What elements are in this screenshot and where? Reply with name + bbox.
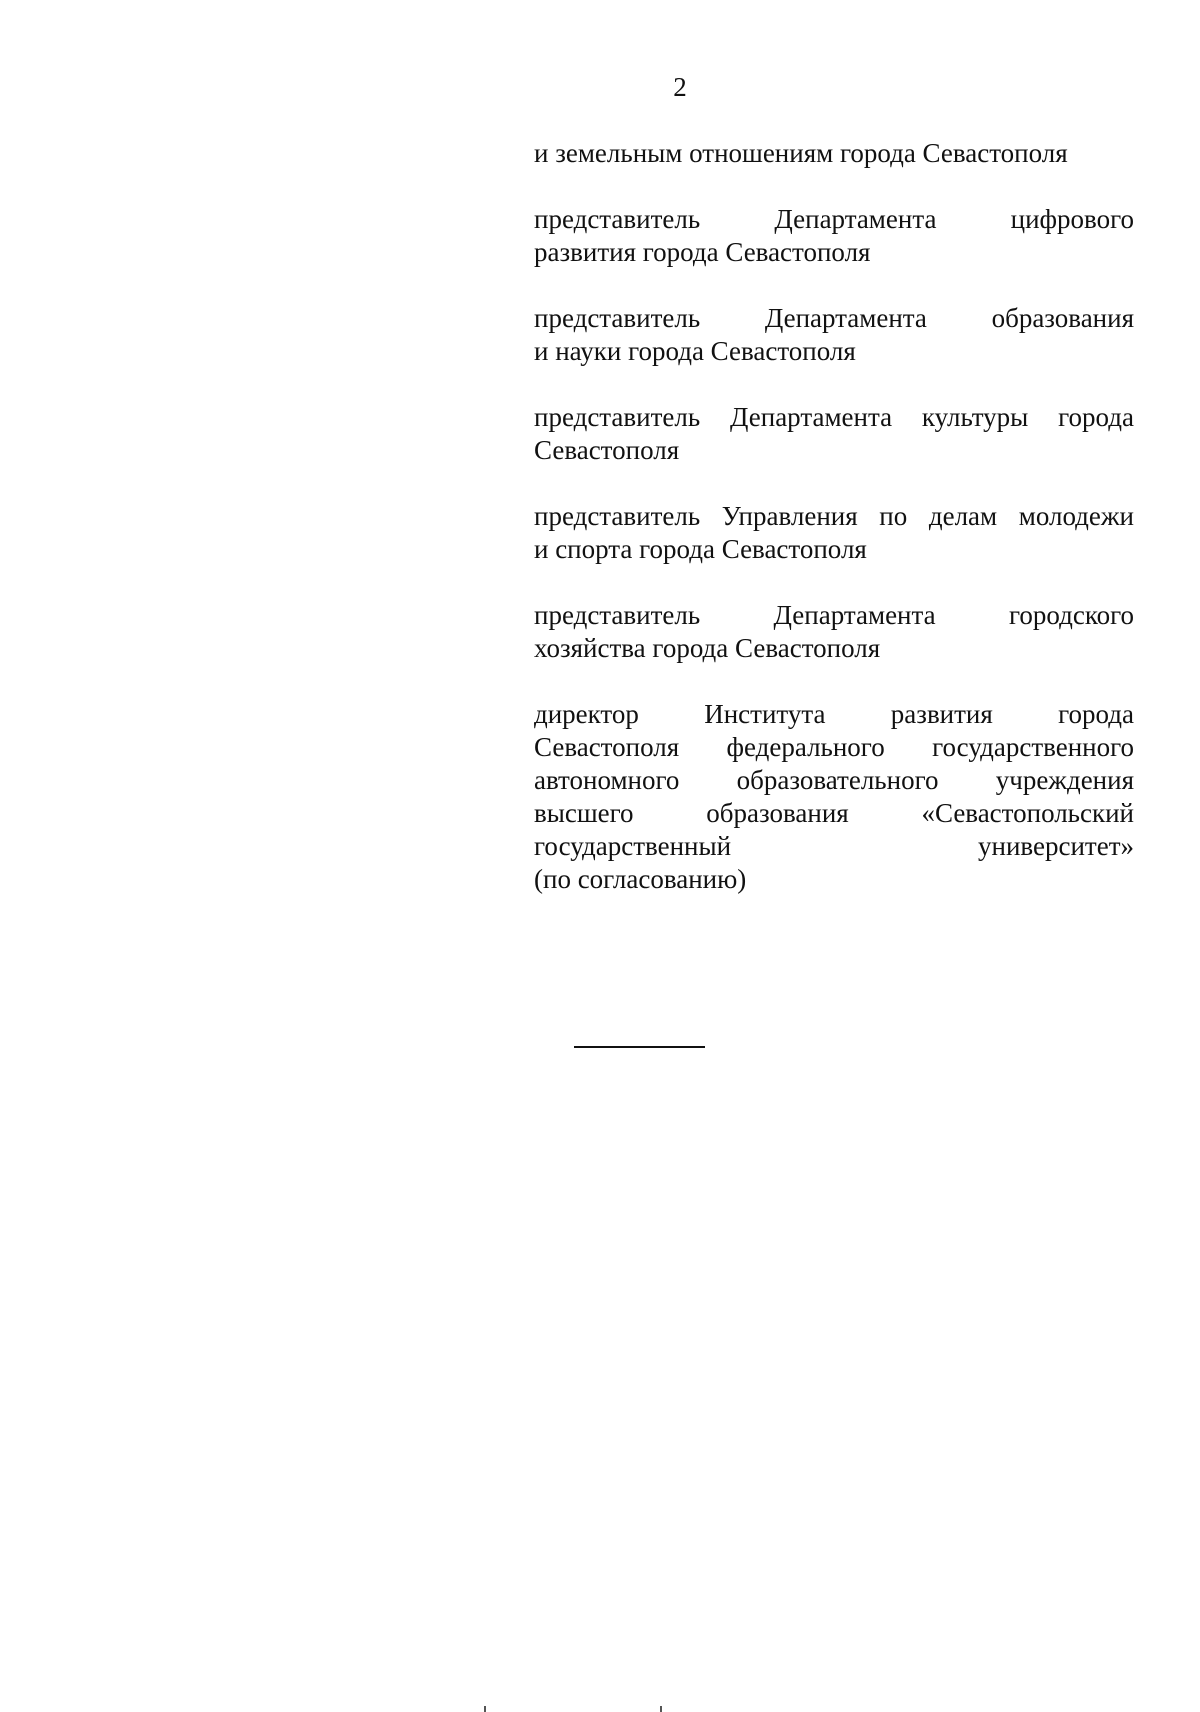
entry-line: автономного образовательного учреждения	[534, 765, 1134, 795]
entry-line: высшего образования «Севастопольский	[534, 798, 1134, 828]
scan-edge-marks	[480, 1700, 670, 1712]
scan-mark	[484, 1706, 486, 1712]
entry-line: (по согласованию)	[534, 864, 747, 894]
entry-line: и спорта города Севастополя	[534, 534, 867, 564]
entry-line: представитель Департамента образования	[534, 303, 1134, 333]
list-item	[534, 599, 1134, 665]
entry-line: Севастополя	[534, 435, 680, 465]
entry-line: представитель Департамента цифрового	[534, 204, 1134, 234]
entry-line: и науки города Севастополя	[534, 336, 856, 366]
scan-mark	[660, 1706, 662, 1712]
entry-line: и земельным отношениям города Севастополя	[534, 138, 1068, 168]
entry-line: государственный университет»	[534, 831, 1134, 861]
entry-line: Севастополя федерального государственного	[534, 732, 1134, 762]
entry-line: директор Института развития города	[534, 699, 1134, 729]
list-item	[534, 698, 1134, 896]
entry-line: развития города Севастополя	[534, 237, 871, 267]
entry-line: представитель Департамента городского	[534, 600, 1134, 630]
page-number: 2	[673, 72, 687, 102]
entry-line: представитель Департамента культуры города	[534, 402, 1134, 432]
separator-line	[574, 1046, 705, 1048]
list-item	[534, 401, 1134, 467]
list-item	[534, 203, 1134, 269]
entry-line: хозяйства города Севастополя	[534, 633, 881, 663]
list-item	[534, 137, 1134, 170]
member-list	[534, 137, 1134, 896]
list-item	[534, 302, 1134, 368]
entry-line: представитель Управления по делам молодежи	[534, 501, 1134, 531]
list-item	[534, 500, 1134, 566]
